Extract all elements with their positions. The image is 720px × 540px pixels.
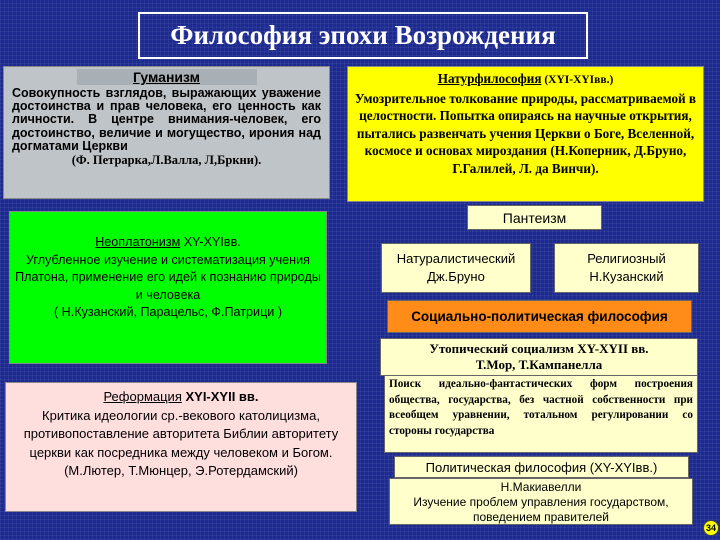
religious-author: Н.Кузанский [589,269,664,284]
naturalistic-author: Дж.Бруно [427,269,485,284]
naturphilosophy-text: Умозрительное толкование природы, рассматриваемой в целостности. Попытка опираясь на научные открытия, пытались развенчать учения Церкви о Боге, Вселенной, космосе и основах мироздания (Н.Коперник, Д.Бруно, Г.Галилей, Л. да Винчи). [354,90,697,176]
neoplatonism-authors: ( Н.Кузанский, Парацельс, Ф.Патрици ) [53,305,283,320]
naturalistic-pantheism-box [381,243,531,293]
political-author: Н.Макиавелли [500,480,582,494]
pantheism-box: Пантеизм [467,205,602,230]
neoplatonism-text: Углубленное изучение и систематизация учения Платона, применение его идей к познанию природы и человека [15,252,321,302]
neoplatonism-heading: Неоплатонизм [95,235,181,249]
naturphilosophy-box [347,66,704,202]
humanism-box [3,66,330,199]
reformation-period: XYI-XYII вв. [181,389,259,404]
reformation-heading: Реформация [103,389,182,404]
humanism-text: Совокупность взглядов, выражающих уважение достоинства и прав человека, его ценность как личности. В центре внимания-человек, его достоинство, величие и могущество, ирония над догматами Церкви [12,86,321,153]
political-philosophy-header: Политическая философия (XY-XYIвв.) [394,456,689,478]
religious-label: Религиозный [587,251,666,266]
utopian-title: Утопический социализм XY-XYII вв. [429,341,649,356]
neoplatonism-period: XY-XYIвв. [180,235,241,249]
naturalistic-label: Натуралистический [396,251,516,266]
reformation-box [5,382,357,512]
naturphilosophy-heading: Натурфилософия [437,71,542,86]
naturphilosophy-period: (XYI-XYIвв.) [541,74,614,86]
utopian-socialism-header [380,338,698,376]
reformation-text: Критика идеологии ср.-векового католицизма, противопоставление авторитета Библии авторитету церкви как посредника между человеком и Богом. [23,407,339,460]
social-political-box: Социально-политическая философия [387,300,692,333]
neoplatonism-box [9,211,327,364]
humanism-authors: (Ф. Петрарка,Л.Валла, Л,Бркни). [71,153,262,168]
humanism-heading: Гуманизм [77,69,257,85]
reformation-authors: (М.Лютер, Т.Мюнцер, Э.Ротердамский) [64,463,298,479]
page-number-badge: 34 [703,520,719,536]
page-title: Философия эпохи Возрождения [138,12,588,59]
political-philosophy-box [389,478,693,525]
political-text: Изучение проблем управления государством, поведением правителей [413,495,669,524]
utopian-authors: Т.Мор, Т.Кампанелла [475,357,603,372]
religious-pantheism-box [554,243,699,293]
utopian-socialism-text: Поиск идеально-фантастических форм построения общества, государства, без частной собственности при всеобщем уравнении, тотальном регулировании со стороны государства [384,375,698,453]
